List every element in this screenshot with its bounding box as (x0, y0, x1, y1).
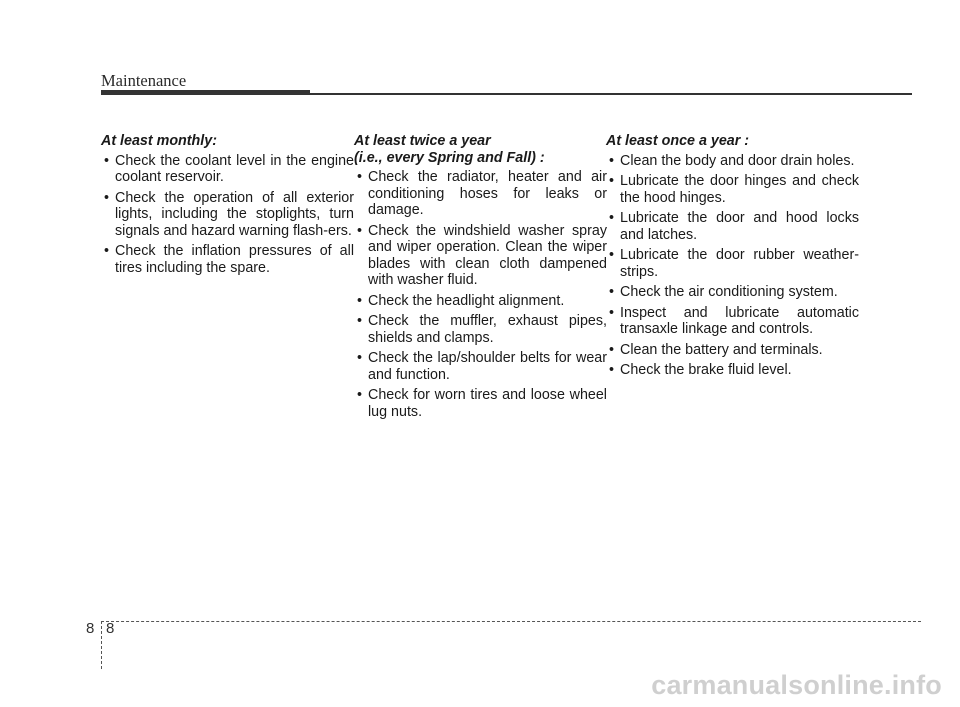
list-item: • Check the air conditioning system. (606, 284, 859, 301)
column-heading (354, 133, 607, 166)
heading-line: At least twice a year (354, 133, 491, 149)
list-item: • Lubricate the door and hood locks and latches. (606, 210, 859, 243)
heading-line: (i.e., every Spring and Fall) : (354, 149, 545, 166)
footer-divider (101, 621, 921, 622)
heading-line: At least monthly: (101, 133, 217, 149)
watermark: carmanualsonline.info (651, 670, 942, 700)
header-rule-thin (310, 93, 912, 95)
column-monthly (101, 133, 354, 280)
list-item: • Lubricate the door hinges and check the hood hinges. (606, 173, 859, 206)
list-item: • Check the lap/shoulder belts for wear and function. (354, 350, 607, 383)
section-title: Maintenance (101, 71, 187, 90)
column-heading (101, 133, 354, 150)
chapter-number: 8 (86, 620, 95, 637)
list-item: • Lubricate the door rubber weather-strips. (606, 247, 859, 280)
checklist (354, 169, 607, 420)
column-twice-yearly (354, 133, 607, 424)
page-number: 8 (106, 620, 115, 637)
list-item: • Check the radiator, heater and air conditioning hoses for leaks or damage. (354, 169, 607, 219)
list-item: • Check the windshield washer spray and wiper operation. Clean the wiper blades with clean cloth dampened with washer fluid. (354, 223, 607, 289)
column-heading (606, 133, 859, 150)
list-item: • Check for worn tires and loose wheel lug nuts. (354, 387, 607, 420)
list-item: • Clean the battery and terminals. (606, 342, 859, 359)
checklist (606, 153, 859, 379)
heading-line: At least once a year : (606, 133, 750, 149)
list-item: • Inspect and lubricate automatic transaxle linkage and controls. (606, 305, 859, 338)
list-item: • Check the headlight alignment. (354, 293, 607, 310)
list-item: • Clean the body and door drain holes. (606, 153, 859, 170)
column-yearly (606, 133, 859, 383)
header-rule-thick (101, 90, 310, 95)
list-item: • Check the inflation pressures of all tires including the spare. (101, 243, 354, 276)
list-item: • Check the coolant level in the engine coolant reservoir. (101, 153, 354, 186)
list-item: • Check the muffler, exhaust pipes, shields and clamps. (354, 313, 607, 346)
checklist (101, 153, 354, 277)
list-item: • Check the operation of all exterior lights, including the stoplights, turn signals and hazard warning flash-ers. (101, 190, 354, 240)
footer-vertical-divider (101, 621, 102, 669)
list-item: • Check the brake fluid level. (606, 362, 859, 379)
